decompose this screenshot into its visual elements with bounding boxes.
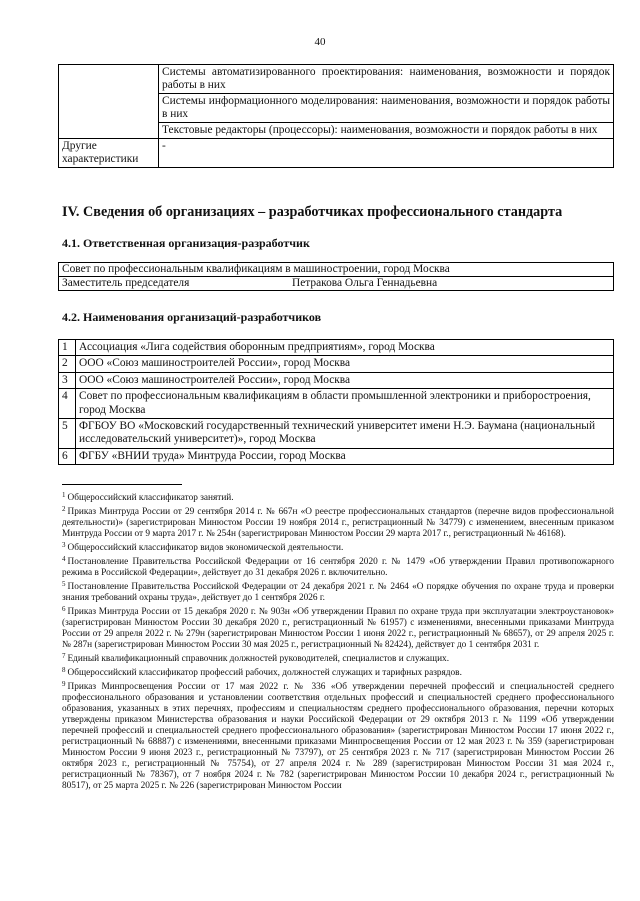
table-cell: Системы информационного моделирования: наименования, возможности и порядок работы в них — [159, 94, 614, 123]
table-row — [59, 389, 614, 419]
footnote-text: Общероссийский классификатор занятий. — [67, 493, 234, 503]
footnote-marker: 5 — [62, 580, 66, 588]
responsible-person-row — [59, 277, 614, 291]
characteristics-table — [58, 64, 614, 168]
table-row — [59, 65, 614, 94]
org-name: ООО «Союз машиностроителей России», город Москва — [76, 372, 614, 388]
org-number: 6 — [59, 448, 76, 464]
footnote-text: Постановление Правительства Российской Федерации от 16 сентября 2020 г. № 1479 «Об утверждении Правил противопожарного режима в Российской Федерации», действует до 31 декабря 2026 г. включительно. — [62, 557, 614, 578]
org-name: Совет по профессиональным квалификациям в области промышленной электроники и приборостроения, город Москва — [76, 389, 614, 419]
responsible-position: Заместитель председателя — [62, 277, 190, 289]
footnote — [62, 579, 614, 604]
table-row — [59, 277, 614, 291]
table-cell: - — [159, 139, 614, 168]
org-name: ООО «Союз машиностроителей России», город Москва — [76, 356, 614, 372]
footnote-text: Единый квалификационный справочник должностей руководителей, специалистов и служащих. — [67, 654, 450, 664]
table-row — [59, 263, 614, 277]
footnote-divider — [62, 484, 182, 485]
org-name: ФГБОУ ВО «Московский государственный технический университет имени Н.Э. Баумана (национальный исследовательский университет)», город Москва — [76, 419, 614, 449]
page-number: 40 — [314, 36, 326, 48]
table-cell: Текстовые редакторы (процессоры): наименования, возможности и порядок работы в них — [159, 123, 614, 139]
footnote — [62, 679, 614, 792]
org-name: ФГБУ «ВНИИ труда» Минтруда России, город Москва — [76, 448, 614, 464]
table-row — [59, 356, 614, 372]
footnote-text: Приказ Минпросвещения России от 17 мая 2022 г. № 336 «Об утверждении перечней профессий и специальностей среднего профессионального образования и установлении соответствия отдельных профессий и специальностей среднего профессионального образования, указанных в этих перечнях, профессиям и специальностям среднего профессионального образования, перечни которых утверждены приказом Министерства образования и науки Российской Федерации от 29 октября 2013 г. № 1199 «Об утверждении перечней профессий и специальностей среднего профессионального образования» (зарегистрирован Минюстом России 17 июня 2022 г., регистрационный № 68887) с изменениями, внесенными приказами Минпросвещения России от 12 мая 2023 г. № 359 (зарегистрирован Минюстом России 9 июня 2023 г., регистрационный № 73797), от 25 сентября 2023 г. № 717 (зарегистрирован Минюстом России 26 октября 2023 г., регистрационный № 75754), от 27 апреля 2024 г. № 289 (зарегистрирован Минюстом России 31 мая 2024 г., регистрационный № 78367), от 7 ноября 2024 г. № 782 (зарегистрирован Минюстом России 10 декабря 2024 г., регистрационный № 80517), от 25 марта 2025 г. № 226 (зарегистрирован Минюстом России — [62, 682, 614, 791]
footnote-text: Приказ Минтруда России от 15 декабря 2020 г. № 903н «Об утверждении Правил по охране труда при эксплуатации электроустановок» (зарегистрирован Минюстом России 30 декабря 2020 г., регистрационный № 61957) с изменениями, внесенными приказами Минтруда России от 29 апреля 2022 г. № 279н (зарегистрирован Минюстом России 1 июня 2022 г., регистрационный № 68657), от 29 апреля 2025 г. № 287н (зарегистрирован Минюстом России 30 мая 2025 г., регистрационный № 82424), действует до 1 сентября 2031 г. — [62, 607, 614, 650]
responsible-org-table — [58, 262, 614, 291]
table-row — [59, 340, 614, 356]
footnotes — [62, 490, 614, 792]
developer-orgs-table — [58, 339, 614, 465]
table-row — [59, 372, 614, 388]
footnote-marker: 2 — [62, 505, 66, 513]
org-number: 2 — [59, 356, 76, 372]
footnote — [62, 540, 614, 554]
footnote-marker: 6 — [62, 605, 66, 613]
footnote-text: Постановление Правительства Российской Федерации от 24 декабря 2021 г. № 2464 «О порядке обучения по охране труда и проверки знания требований охраны труда», действует до 1 сентября 2026 г. — [62, 582, 614, 603]
org-number: 3 — [59, 372, 76, 388]
table-row — [59, 139, 614, 168]
footnote-text: Общероссийский классификатор профессий рабочих, должностей служащих и тарифных разрядов. — [67, 668, 462, 678]
footnote-marker: 7 — [62, 652, 66, 660]
footnote-marker: 3 — [62, 541, 66, 549]
footnote — [62, 651, 614, 665]
subsection-heading-responsible: 4.1. Ответственная организация-разработчик — [62, 236, 310, 250]
footnote-marker: 1 — [62, 491, 66, 499]
footnote — [62, 554, 614, 579]
footnote-marker: 4 — [62, 555, 66, 563]
org-number: 1 — [59, 340, 76, 356]
table-row — [59, 419, 614, 449]
org-number: 4 — [59, 389, 76, 419]
responsible-person: Петракова Ольга Геннадьевна — [292, 277, 438, 289]
org-name: Ассоциация «Лига содействия оборонным предприятиям», город Москва — [76, 340, 614, 356]
table-cell-empty — [59, 65, 159, 139]
section-heading: IV. Сведения об организациях – разработчиках профессионального стандарта — [62, 204, 563, 220]
footnote — [62, 604, 614, 651]
footnote — [62, 504, 614, 540]
table-cell: Системы автоматизированного проектирования: наименования, возможности и порядок работы в них — [159, 65, 614, 94]
footnote-text: Приказ Минтруда России от 29 сентября 2014 г. № 667н «О реестре профессиональных стандартов (перечне видов профессиональной деятельности)» (зарегистрирован Минюстом России 19 ноября 2014 г., регистрационный № 34779) с изменением, внесенным приказом Минтруда России от 9 марта 2017 г. № 254н (зарегистрирован Минюстом России 29 марта 2017 г., регистрационный № 46168). — [62, 507, 614, 539]
table-row — [59, 448, 614, 464]
footnote-marker: 8 — [62, 666, 66, 674]
footnote-marker: 9 — [62, 680, 66, 688]
footnote-text: Общероссийский классификатор видов экономической деятельности. — [67, 543, 344, 553]
footnote — [62, 490, 614, 504]
footnote — [62, 665, 614, 679]
org-number: 5 — [59, 419, 76, 449]
subsection-heading-orgs: 4.2. Наименования организаций-разработчиков — [62, 310, 322, 324]
table-cell-label: Другие характеристики — [59, 139, 159, 168]
responsible-org-name: Совет по профессиональным квалификациям в машиностроении, город Москва — [59, 263, 614, 277]
